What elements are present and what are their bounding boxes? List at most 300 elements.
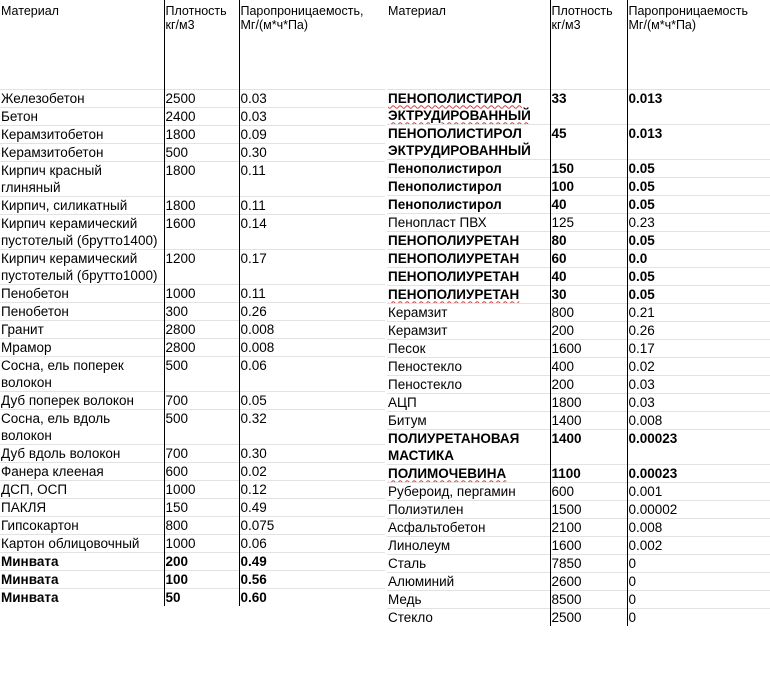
right-cell-permeability-text: 0.21 [628,304,655,320]
right-table-row [387,339,770,357]
left-cell-material-text: Сосна, ель вдоль волокон [1,410,111,443]
right-cell-permeability-text: 0 [628,591,637,607]
right-table-row [387,159,770,177]
left-cell-density [164,320,239,338]
right-cell-density [550,213,627,231]
right-cell-density-text: 2600 [551,573,582,589]
right-table-row [387,393,770,411]
right-cell-material [387,89,550,124]
right-cell-density-text: 2500 [551,609,582,625]
left-cell-permeability [239,249,385,284]
right-table-row [387,608,770,626]
right-header-density: Плотность кг/м3 [550,0,627,89]
right-header-permeability: Паропроницаемость Мг/(м*ч*Па) [627,0,770,89]
left-header-permeability: Паропроницаемость, Мг/(м*ч*Па) [239,0,385,89]
right-cell-density [550,195,627,213]
left-table-row [0,516,385,534]
left-cell-permeability [239,284,385,302]
left-cell-permeability-text: 0.11 [240,285,266,301]
right-cell-density-text: 100 [551,178,575,194]
right-cell-density-text: 80 [551,232,567,248]
right-cell-material [387,608,550,626]
left-cell-permeability [239,391,385,409]
right-cell-permeability [627,411,770,429]
left-header-material: Материал [1,4,59,18]
right-table-row [387,285,770,303]
left-header-density: Плотность кг/м3 [164,0,239,89]
right-cell-density [550,357,627,375]
right-cell-density-text: 600 [551,483,575,499]
right-cell-material [387,429,550,464]
right-cell-permeability-text: 0.05 [628,286,655,302]
left-cell-permeability-text: 0.56 [240,571,267,587]
left-cell-density-text: 1600 [165,215,196,231]
left-cell-material-text: Кирпич, силикатный [1,197,128,213]
right-cell-material-text: ПЕНОПОЛИУРЕТАН [388,286,520,302]
right-cell-permeability-text: 0.17 [628,340,655,356]
left-cell-density-text: 2400 [165,108,196,124]
left-cell-permeability-text: 0.06 [240,357,267,373]
right-cell-permeability [627,554,770,572]
left-table-row [0,89,385,107]
left-cell-permeability-text: 0.03 [240,90,267,106]
left-cell-density [164,107,239,125]
right-table-row [387,429,770,464]
left-cell-material [0,161,164,196]
left-cell-density [164,480,239,498]
left-table-row [0,249,385,284]
right-cell-material-text: Медь [388,591,422,607]
left-cell-material [0,570,164,588]
right-cell-permeability-text: 0.05 [628,232,655,248]
left-cell-density-text: 50 [165,589,181,605]
left-cell-permeability [239,534,385,552]
left-cell-permeability-text: 0.26 [240,303,267,319]
left-cell-permeability [239,196,385,214]
left-cell-material-text: Минвата [1,571,59,587]
right-cell-density-text: 7850 [551,555,582,571]
right-cell-permeability-text: 0 [628,573,637,589]
right-cell-material-text: Битум [388,412,427,428]
right-cell-material [387,124,550,159]
right-cell-density [550,608,627,626]
left-cell-permeability-text: 0.30 [240,445,267,461]
right-cell-material-text: ПЕНОПОЛИСТИРОЛ ЭКТРУДИРОВАННЫЙ [388,125,531,158]
left-cell-density [164,143,239,161]
left-cell-density-text: 1200 [165,250,196,266]
left-cell-material-text: Пенобетон [1,303,69,319]
left-table-row [0,409,385,444]
left-cell-material-text: Кирпич керамический пустотелый (брутто1000) [1,250,158,283]
left-cell-permeability-text: 0.30 [240,144,267,160]
left-cell-material-text: Пенобетон [1,285,69,301]
right-cell-density [550,393,627,411]
right-cell-permeability [627,321,770,339]
left-cell-density [164,214,239,249]
right-cell-permeability-text: 0.013 [628,90,663,106]
left-cell-material [0,107,164,125]
left-cell-material [0,462,164,480]
right-cell-density [550,339,627,357]
left-cell-material-text: Дуб поперек волокон [1,392,134,408]
right-cell-density [550,231,627,249]
right-cell-material [387,339,550,357]
right-table-row [387,124,770,159]
right-cell-material-text: Песок [388,340,426,356]
left-cell-permeability-text: 0.17 [240,250,267,266]
left-cell-density [164,498,239,516]
right-cell-material-text: Пенополистирол [388,196,502,212]
right-cell-material-text: Сталь [388,555,427,571]
right-cell-density [550,267,627,285]
left-cell-density [164,89,239,107]
left-cell-permeability [239,338,385,356]
left-cell-material [0,588,164,606]
left-cell-material-text: Керамзитобетон [1,144,104,160]
left-cell-permeability [239,161,385,196]
left-cell-material-text: Гранит [1,321,44,337]
left-cell-permeability [239,89,385,107]
left-cell-permeability [239,498,385,516]
right-cell-material-text: Асфальтобетон [388,519,486,535]
left-cell-permeability-text: 0.12 [240,481,267,497]
right-cell-material-text: Полиэтилен [388,501,464,517]
left-cell-material [0,409,164,444]
right-cell-material [387,357,550,375]
right-cell-material [387,554,550,572]
left-cell-material [0,143,164,161]
left-cell-permeability [239,462,385,480]
left-cell-permeability-text: 0.14 [240,215,267,231]
left-table-body [0,89,385,606]
right-cell-material-text: ПЕНОПОЛИСТИРОЛ ЭКТРУДИРОВАННЫЙ [388,90,531,123]
left-table-row [0,462,385,480]
left-cell-permeability-text: 0.06 [240,535,267,551]
left-table-row [0,570,385,588]
right-cell-material-text: ПЕНОПОЛИУРЕТАН [388,250,520,266]
left-cell-material [0,249,164,284]
right-cell-material [387,375,550,393]
right-cell-material [387,285,550,303]
right-cell-permeability [627,267,770,285]
right-cell-material [387,303,550,321]
right-cell-material [387,195,550,213]
left-cell-permeability [239,107,385,125]
right-cell-density-text: 1500 [551,501,582,517]
right-cell-density-text: 2100 [551,519,582,535]
right-cell-permeability [627,590,770,608]
right-table-row [387,231,770,249]
right-cell-density [550,321,627,339]
right-cell-density-text: 30 [551,286,567,302]
right-table-row [387,464,770,482]
left-cell-material-text: Мрамор [1,339,52,355]
left-cell-density-text: 700 [165,392,189,408]
right-cell-material [387,590,550,608]
left-cell-permeability-text: 0.11 [240,162,266,178]
right-cell-density-text: 1600 [551,537,582,553]
right-cell-permeability-text: 0.00002 [628,501,678,517]
left-cell-density-text: 1800 [165,126,196,142]
left-cell-permeability-text: 0.11 [240,197,266,213]
right-cell-permeability-text: 0.03 [628,394,655,410]
right-cell-permeability [627,536,770,554]
right-table-row [387,536,770,554]
right-cell-material-text: Керамзит [388,322,448,338]
right-table-row [387,554,770,572]
right-table-row [387,321,770,339]
left-table-row [0,588,385,606]
left-table-row [0,552,385,570]
right-cell-material-text: ПЕНОПОЛИУРЕТАН [388,232,520,248]
left-cell-material [0,125,164,143]
right-cell-permeability-text: 0.05 [628,160,655,176]
left-table-row [0,284,385,302]
right-cell-material [387,231,550,249]
right-table-row [387,303,770,321]
left-cell-permeability-text: 0.32 [240,410,267,426]
right-cell-density [550,411,627,429]
right-cell-permeability [627,249,770,267]
left-cell-density-text: 2800 [165,321,196,337]
right-cell-material [387,572,550,590]
right-cell-density [550,429,627,464]
left-cell-material [0,356,164,391]
right-header-material: Материал [388,4,446,18]
right-cell-permeability-text: 0.001 [628,483,663,499]
right-materials-table [387,0,770,626]
right-cell-permeability-text: 0.002 [628,537,663,553]
left-table-row [0,338,385,356]
left-cell-permeability [239,570,385,588]
left-cell-material [0,391,164,409]
right-cell-density-text: 125 [551,214,575,230]
left-cell-permeability-text: 0.49 [240,553,267,569]
left-cell-density-text: 300 [165,303,189,319]
left-cell-material [0,444,164,462]
right-cell-material [387,249,550,267]
left-cell-permeability [239,444,385,462]
right-cell-permeability-text: 0.03 [628,376,655,392]
right-cell-density-text: 40 [551,268,567,284]
right-cell-material-text: Рубероид, пергамин [388,483,516,499]
right-table-row [387,375,770,393]
right-cell-permeability-text: 0.00023 [628,465,678,481]
left-cell-density-text: 700 [165,445,189,461]
right-cell-material [387,464,550,482]
right-cell-material [387,518,550,536]
left-cell-density [164,409,239,444]
right-cell-permeability [627,375,770,393]
left-cell-permeability [239,409,385,444]
right-table-row [387,195,770,213]
left-cell-density [164,302,239,320]
left-table-row [0,214,385,249]
left-cell-material-text: Керамзитобетон [1,126,104,142]
right-cell-permeability-text: 0 [628,609,637,625]
left-cell-permeability [239,588,385,606]
left-cell-density-text: 600 [165,463,189,479]
right-cell-density [550,124,627,159]
left-cell-density [164,570,239,588]
right-cell-material-text: Пеностекло [388,376,463,392]
right-cell-permeability-text: 0 [628,555,637,571]
right-table-body [387,89,770,626]
left-cell-density-text: 150 [165,499,189,515]
left-cell-permeability [239,320,385,338]
left-cell-permeability-text: 0.008 [240,339,275,355]
left-cell-density-text: 1800 [165,162,196,178]
right-cell-density [550,177,627,195]
left-cell-permeability-text: 0.02 [240,463,267,479]
right-cell-material [387,213,550,231]
right-cell-material [387,500,550,518]
left-table-row [0,107,385,125]
left-cell-density-text: 2500 [165,90,196,106]
right-cell-density [550,303,627,321]
right-cell-density-text: 40 [551,196,567,212]
right-cell-material-text: ПОЛИУРЕТАНОВАЯ МАСТИКА [388,430,520,463]
right-cell-density-text: 800 [551,304,575,320]
right-cell-permeability-text: 0.00023 [628,430,678,446]
left-cell-material-text: Фанера клееная [1,463,104,479]
left-cell-density-text: 1800 [165,197,196,213]
right-cell-material-text: Пенополистирол [388,160,502,176]
left-cell-permeability-text: 0.60 [240,589,267,605]
right-table-row [387,482,770,500]
left-cell-permeability-text: 0.49 [240,499,267,515]
left-cell-density-text: 500 [165,410,189,426]
left-cell-density [164,284,239,302]
left-cell-material [0,552,164,570]
left-table-row [0,444,385,462]
left-cell-material-text: ДСП, ОСП [1,481,68,497]
left-cell-permeability-text: 0.03 [240,108,267,124]
left-cell-permeability-text: 0.075 [240,517,275,533]
right-cell-permeability [627,357,770,375]
right-table-row [387,89,770,124]
left-cell-density-text: 200 [165,553,189,569]
right-cell-permeability [627,393,770,411]
right-cell-material [387,321,550,339]
right-cell-material-text: ПЕНОПОЛИУРЕТАН [388,268,520,284]
right-cell-permeability [627,159,770,177]
left-cell-material [0,498,164,516]
left-table-row [0,196,385,214]
left-cell-density [164,462,239,480]
right-cell-permeability [627,231,770,249]
right-cell-material [387,177,550,195]
left-cell-density-text: 100 [165,571,189,587]
left-cell-permeability [239,302,385,320]
left-cell-density-text: 800 [165,517,189,533]
right-table-row [387,411,770,429]
right-cell-density-text: 200 [551,322,575,338]
left-cell-material-text: Картон облицовочный [1,535,140,551]
right-cell-material [387,393,550,411]
right-cell-material-text: Линолеум [388,537,451,553]
right-table-row [387,249,770,267]
right-table-row [387,500,770,518]
right-cell-material-text: Алюминий [388,573,455,589]
left-cell-permeability-text: 0.09 [240,126,267,142]
left-table-row [0,391,385,409]
right-cell-material-text: Пенополистирол [388,178,502,194]
right-cell-permeability-text: 0.0 [628,250,648,266]
right-cell-permeability [627,213,770,231]
left-materials-table [0,0,385,606]
left-table-panel [0,0,385,606]
left-cell-density [164,552,239,570]
right-cell-material-text: ПОЛИМОЧЕВИНА [388,465,507,481]
right-cell-permeability [627,339,770,357]
left-cell-permeability [239,356,385,391]
left-cell-material [0,516,164,534]
left-cell-material-text: Сосна, ель поперек волокон [1,357,124,390]
right-cell-density-text: 200 [551,376,575,392]
left-cell-density [164,338,239,356]
left-cell-material-text: Гипсокартон [1,517,79,533]
left-cell-material [0,196,164,214]
left-table-row [0,143,385,161]
right-table-row [387,518,770,536]
left-cell-material [0,320,164,338]
left-cell-material [0,214,164,249]
right-cell-density [550,375,627,393]
right-cell-density [550,518,627,536]
right-cell-material [387,159,550,177]
right-cell-material-text: Керамзит [388,304,448,320]
left-cell-material [0,338,164,356]
right-table-row [387,590,770,608]
right-cell-material [387,536,550,554]
right-cell-density-text: 1800 [551,394,582,410]
right-cell-material-text: Пенопласт ПВХ [388,214,487,230]
right-table-panel [387,0,770,626]
left-cell-material-text: Минвата [1,553,59,569]
right-table-row [387,267,770,285]
right-cell-density [550,482,627,500]
right-cell-permeability [627,89,770,124]
right-table-row [387,177,770,195]
right-cell-density-text: 1400 [551,412,582,428]
right-cell-permeability-text: 0.05 [628,196,655,212]
left-cell-permeability-text: 0.05 [240,392,267,408]
left-cell-density [164,196,239,214]
left-table-row [0,320,385,338]
right-cell-permeability-text: 0.013 [628,125,663,141]
right-cell-material [387,482,550,500]
right-cell-density [550,89,627,124]
left-cell-material [0,284,164,302]
right-cell-permeability [627,482,770,500]
left-cell-density [164,534,239,552]
right-cell-density-text: 8500 [551,591,582,607]
left-cell-material [0,89,164,107]
left-cell-material-text: Дуб вдоль волокон [1,445,121,461]
right-cell-density-text: 1400 [551,430,582,446]
left-cell-permeability-text: 0.008 [240,321,275,337]
right-cell-material [387,411,550,429]
left-cell-density [164,391,239,409]
right-cell-material [387,267,550,285]
left-cell-permeability [239,516,385,534]
right-cell-permeability-text: 0.02 [628,358,655,374]
right-cell-permeability-text: 0.008 [628,519,663,535]
left-cell-material [0,534,164,552]
right-cell-permeability [627,500,770,518]
right-cell-permeability [627,429,770,464]
